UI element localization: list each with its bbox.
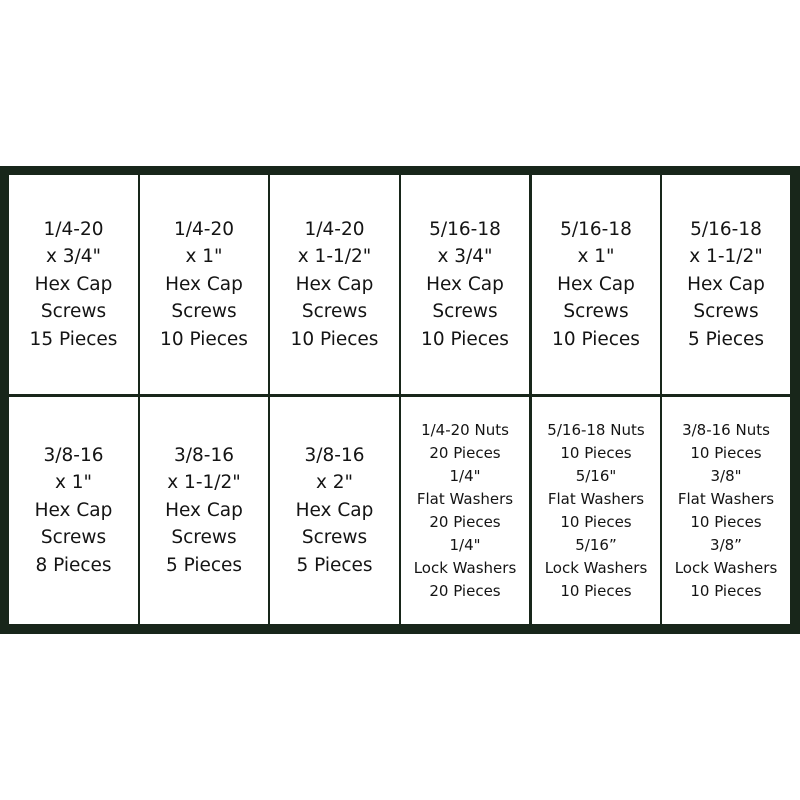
compartment-line: 3/8-16 [174,444,234,466]
compartment-r1c2 [140,175,268,394]
compartment-line: Screws [171,527,237,549]
compartment-line: Hex Cap [295,273,374,295]
compartment-line: x 1-1/2" [689,246,763,268]
compartment-line: Lock Washers [544,558,648,577]
compartment-line: Hex Cap [295,499,374,521]
compartment-line: 5/16-18 Nuts [547,420,645,439]
compartment-line: Flat Washers [416,489,514,508]
compartment-line: 3/8” [710,535,742,554]
compartment-line: 10 Pieces [690,443,762,462]
compartment-line: 5 Pieces [687,328,765,350]
compartment-line: 1/4-20 [174,218,234,240]
compartment-line: 5/16-18 [429,218,501,240]
compartment-line: 10 Pieces [690,581,762,600]
compartment-line: Hex Cap [687,273,765,295]
compartment-line: Hex Cap [426,273,504,295]
compartment-line: Hex Cap [165,499,243,521]
compartment-line: 20 Pieces [429,512,501,531]
compartment-line: 20 Pieces [429,443,501,462]
compartment-line: 10 Pieces [690,512,762,531]
compartment-line: x 1-1/2" [167,472,241,494]
compartment-line: Hex Cap [34,273,113,295]
compartment-line: 5 Pieces [296,554,373,576]
organizer-tray [0,166,800,634]
compartment-line: 1/4-20 [304,218,365,240]
compartment-line: Screws [693,301,759,323]
compartment-line: 20 Pieces [429,581,501,600]
compartment-line: 5 Pieces [165,554,243,576]
compartment-line: 3/8" [710,466,742,485]
compartment-line: 3/8-16 [43,444,104,466]
compartment-line: 10 Pieces [560,581,632,600]
compartment-line: Hex Cap [34,499,113,521]
compartment-r1c3 [270,175,399,394]
compartment-line: Hex Cap [557,273,635,295]
compartment-line: Screws [171,301,237,323]
compartment-line: 10 Pieces [560,443,632,462]
compartment-line: x 3/4" [437,246,493,268]
compartment-line: Flat Washers [547,489,645,508]
compartment-line: x 1-1/2" [297,246,372,268]
compartment-line: Flat Washers [677,489,775,508]
compartment-line: 1/4" [449,535,481,554]
compartment-r2c3 [270,397,399,624]
compartment-r2c5 [532,397,660,624]
compartment-line: x 2" [315,472,354,494]
compartment-r1c1 [9,175,138,394]
compartment-line: Screws [40,527,107,549]
compartment-line: 5/16-18 [690,218,762,240]
compartment-line: Lock Washers [413,558,517,577]
compartment-r2c4 [401,397,529,624]
compartment-line: Screws [301,301,368,323]
compartment-r2c1 [9,397,138,624]
compartment-line: 10 Pieces [290,328,379,350]
compartment-line: Screws [432,301,498,323]
compartment-line: 15 Pieces [29,328,118,350]
compartment-line: 10 Pieces [560,512,632,531]
compartment-line: x 1" [54,472,93,494]
compartment-line: 5/16” [575,535,617,554]
compartment-line: Screws [40,301,107,323]
compartment-line: 10 Pieces [421,328,509,350]
compartment-r2c2 [140,397,268,624]
compartment-line: Hex Cap [165,273,243,295]
compartment-line: x 1" [577,246,615,268]
compartment-line: 10 Pieces [552,328,640,350]
compartment-line: Lock Washers [674,558,778,577]
compartment-line: 5/16-18 [560,218,632,240]
compartment-line: 1/4-20 [43,218,104,240]
compartment-line: 3/8-16 [304,444,365,466]
compartment-line: 1/4" [449,466,481,485]
compartment-r1c6 [662,175,790,394]
compartment-line: x 3/4" [45,246,102,268]
compartment-line: 1/4-20 Nuts [421,420,509,439]
compartment-line: Screws [301,527,368,549]
compartment-line: x 1" [185,246,223,268]
compartment-r2c6 [662,397,790,624]
compartment-line: 8 Pieces [35,554,112,576]
compartment-r1c4 [401,175,529,394]
compartment-line: 5/16" [575,466,617,485]
compartment-line: 3/8-16 Nuts [682,420,770,439]
compartment-r1c5 [532,175,660,394]
compartment-line: 10 Pieces [160,328,248,350]
compartment-line: Screws [563,301,629,323]
